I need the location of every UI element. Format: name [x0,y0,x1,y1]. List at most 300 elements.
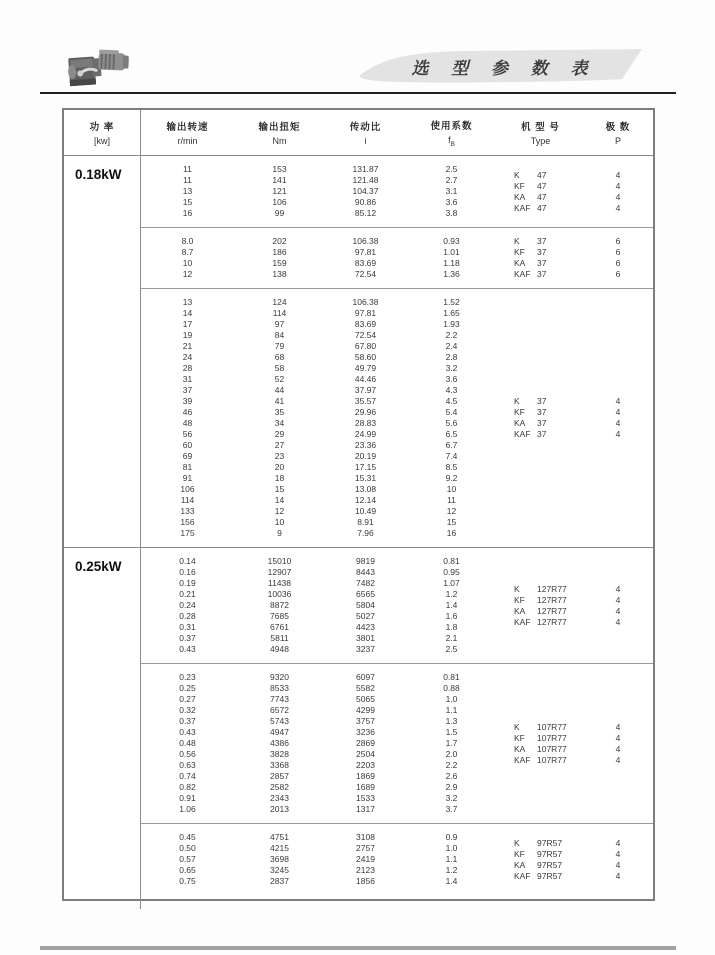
type-row [497,258,652,269]
value-cell: 0.9 [445,832,458,842]
value-cell: 11 [447,495,456,505]
model-prefix: K [514,583,520,594]
service-factor-column [406,672,497,815]
value-cell: 23.36 [354,440,377,450]
header-output-torque-unit: Nm [272,136,287,146]
value-cell: 2.5 [445,644,458,654]
type-poles-column [497,297,652,539]
model-type-value [497,744,584,755]
data-area [141,156,653,547]
model-type-value [497,429,584,440]
value-cell: 31 [182,374,193,384]
poles-value: 4 [615,396,621,406]
model-size: 97R57 [537,870,563,881]
value-cell: 69 [182,451,193,461]
model-prefix: KAF [514,269,531,279]
model-type-value [497,584,584,595]
output-speed-column [141,832,234,887]
page-footer-rule [40,946,676,950]
table-header [64,110,653,156]
model-size: 127R77 [537,616,567,627]
value-cell: 4948 [270,644,289,654]
model-size: 107R77 [537,721,567,732]
value-cell: 12.14 [354,495,377,505]
model-prefix: KF [514,594,525,605]
type-row [497,236,652,247]
value-cell: 1.5 [445,727,458,737]
header-data-columns [141,110,653,155]
value-cell: 1.52 [443,297,460,307]
value-cell: 7743 [270,694,289,704]
model-prefix: KAF [514,616,531,627]
header-service-factor-cn: 使用系数 [430,120,473,132]
value-cell: 83.69 [354,258,377,268]
model-prefix: K [514,236,520,246]
value-cell: 2504 [356,749,375,759]
ratio-block [141,227,653,288]
value-cell: 29 [274,429,285,439]
model-prefix: KA [514,258,526,268]
value-cell: 156 [180,517,195,527]
power-rating-label: 0.18kW [75,167,122,182]
value-cell: 1.4 [445,876,458,886]
type-poles-column [497,164,652,219]
output-speed-column [141,297,234,539]
type-row [497,606,652,617]
value-cell: 2.2 [445,330,458,340]
value-cell: 49.79 [354,363,377,373]
value-cell: 0.91 [179,793,196,803]
model-size: 107R77 [537,732,567,743]
value-cell: 0.45 [179,832,196,842]
output-torque-column [234,164,325,219]
value-cell: 8872 [270,600,289,610]
value-cell: 1.6 [445,611,458,621]
value-cell: 2.2 [445,760,458,770]
value-cell: 5811 [270,633,289,643]
output-speed-column [141,236,234,280]
value-cell: 28.83 [354,418,377,428]
output-speed-column [141,556,234,655]
value-cell: 90.86 [354,197,377,207]
value-cell: 3245 [270,865,289,875]
model-type-value [497,849,584,860]
type-row [497,396,652,407]
model-prefix: K [514,721,520,732]
model-size: 127R77 [537,605,567,616]
type-row [497,584,652,595]
value-cell: 37 [182,385,193,395]
value-cell: 4.3 [445,385,458,395]
value-cell: 1.7 [445,738,458,748]
type-row [497,871,652,882]
value-cell: 6565 [356,589,375,599]
value-cell: 1.07 [443,578,460,588]
value-cell: 1.1 [445,854,458,864]
value-cell: 8443 [356,567,375,577]
value-cell: 83.69 [354,319,377,329]
model-type-value [497,595,584,606]
type-row [497,181,652,192]
ratio-column [325,832,406,887]
value-cell: 0.88 [443,683,460,693]
value-cell: 0.63 [179,760,196,770]
header-service-factor [406,118,497,148]
service-factor-column [406,164,497,219]
header-output-torque-cn: 输出扭矩 [258,122,301,133]
ratio-block [141,823,653,909]
poles-value: 6 [615,269,621,279]
value-cell: 11 [183,175,192,185]
value-cell: 2582 [270,782,289,792]
value-cell: 0.56 [179,749,196,759]
value-cell: 12 [446,506,457,516]
value-cell: 17.15 [354,462,377,472]
value-cell: 15 [274,484,285,494]
poles-value: 4 [615,605,621,616]
value-cell: 5582 [356,683,375,693]
value-cell: 0.81 [443,672,460,682]
value-cell: 0.24 [179,600,196,610]
poles-value: 4 [615,407,621,417]
value-cell: 1317 [356,804,375,814]
value-cell: 16 [182,208,193,218]
value-cell: 19 [182,330,193,340]
model-size: 47 [537,202,547,213]
value-cell: 114 [272,308,287,318]
value-cell: 0.28 [179,611,196,621]
ratio-block [141,663,653,823]
value-cell: 56 [182,429,193,439]
header-output-torque [234,119,325,146]
model-prefix: KA [514,605,526,616]
value-cell: 27 [274,440,285,450]
value-cell: 5.4 [445,407,458,417]
value-cell: 0.43 [179,727,196,737]
value-cell: 13 [182,297,193,307]
model-size: 37 [537,429,547,439]
value-cell: 8533 [270,683,289,693]
value-cell: 11 [183,164,192,174]
ratio-column [325,556,406,655]
service-factor-column [406,556,497,655]
model-type-value [497,860,584,871]
type-row [497,755,652,766]
poles-value: 4 [615,732,621,743]
type-row [497,849,652,860]
value-cell: 15 [182,197,193,207]
value-cell: 44.46 [354,374,377,384]
model-size: 97R57 [537,848,563,859]
header-service-factor-unit: $f_B$ [448,134,455,148]
type-poles-column [497,832,652,887]
value-cell: 4386 [270,738,289,748]
value-cell: 2343 [270,793,289,803]
value-cell: 2.6 [445,771,458,781]
model-prefix: K [514,837,520,848]
value-cell: 23 [274,451,285,461]
value-cell: 39 [182,396,193,406]
value-cell: 2.7 [445,175,458,185]
value-cell: 97.81 [354,308,377,318]
value-cell: 0.43 [179,644,196,654]
value-cell: 9.2 [445,473,458,483]
type-row [497,722,652,733]
model-prefix: KF [514,180,525,191]
model-size: 37 [537,407,547,417]
value-cell: 13 [182,186,193,196]
poles-value: 4 [615,202,621,213]
value-cell: 9320 [270,672,289,682]
value-cell: 48 [182,418,193,428]
value-cell: 35.57 [354,396,377,406]
model-size: 97R57 [537,859,563,870]
header-power-unit: [kw] [93,136,110,146]
model-prefix: KAF [514,754,531,765]
output-speed-column [141,164,234,219]
value-cell: 0.27 [179,694,196,704]
value-cell: 1.2 [445,589,458,599]
value-cell: 1869 [356,771,375,781]
value-cell: 2.0 [445,749,458,759]
value-cell: 12 [274,506,285,516]
type-row [497,744,652,755]
ratio-column [325,297,406,539]
header-output-speed-unit: r/min [177,136,198,146]
value-cell: 24.99 [354,429,377,439]
model-type-value [497,396,584,407]
output-speed-column [141,672,234,815]
value-cell: 10.49 [354,506,377,516]
value-cell: 3698 [270,854,289,864]
value-cell: 12 [182,269,193,279]
value-cell: 202 [272,236,287,246]
value-cell: 16 [446,528,457,538]
value-cell: 15 [446,517,457,527]
value-cell: 6572 [270,705,289,715]
value-cell: 3828 [270,749,289,759]
value-cell: 2.9 [445,782,458,792]
type-row [497,269,652,280]
poles-value: 4 [615,429,621,439]
value-cell: 60 [182,440,193,450]
model-size: 47 [537,180,547,191]
data-area [141,548,653,909]
model-prefix: KF [514,407,525,417]
value-cell: 11438 [267,578,291,588]
output-torque-column [234,556,325,655]
value-cell: 2.4 [445,341,458,351]
poles-value: 4 [615,616,621,627]
value-cell: 114 [180,495,195,505]
model-size: 37 [537,269,547,279]
table-body [64,156,653,909]
value-cell: 37.97 [354,385,377,395]
model-type-value [497,203,584,214]
model-size: 127R77 [537,594,567,605]
value-cell: 7482 [356,578,375,588]
output-torque-column [234,297,325,539]
model-prefix: KA [514,859,526,870]
value-cell: 58.60 [354,352,377,362]
value-cell: 52 [274,374,285,384]
value-cell: 35 [274,407,285,417]
model-type-value [497,236,584,247]
value-cell: 68 [274,352,285,362]
value-cell: 141 [272,175,287,185]
value-cell: 14 [274,495,285,505]
value-cell: 0.57 [179,854,196,864]
poles-value: 4 [615,870,621,881]
value-cell: 9819 [356,556,375,566]
value-cell: 0.93 [443,236,460,246]
value-cell: 0.16 [179,567,196,577]
value-cell: 0.21 [179,589,196,599]
value-cell: 7.96 [357,528,374,538]
model-type-value [497,606,584,617]
header-model-type [497,119,584,146]
value-cell: 3368 [270,760,289,770]
value-cell: 2013 [270,804,289,814]
value-cell: 84 [274,330,285,340]
header-ratio [325,119,406,146]
model-prefix: KA [514,743,526,754]
value-cell: 3.7 [445,804,458,814]
output-torque-column [234,832,325,887]
ratio-block [141,548,653,663]
value-cell: 8.7 [181,247,194,257]
poles-value: 4 [615,837,621,848]
value-cell: 1.18 [443,258,460,268]
poles-value: 6 [615,247,621,257]
value-cell: 0.23 [179,672,196,682]
poles-value: 4 [615,721,621,732]
value-cell: 97 [274,319,285,329]
gearmotor-photo-icon [66,44,136,94]
service-factor-column [406,832,497,887]
ratio-block [141,156,653,227]
model-size: 107R77 [537,754,567,765]
ratio-column [325,236,406,280]
page-title: 选 型 参 数 表 [411,58,597,78]
value-cell: 1.2 [445,865,458,875]
value-cell: 3757 [356,716,375,726]
type-poles-column [497,556,652,655]
value-cell: 3.2 [445,793,458,803]
model-prefix: KF [514,848,525,859]
value-cell: 72.54 [354,269,377,279]
value-cell: 2757 [356,843,375,853]
model-prefix: K [514,396,520,406]
service-factor-column [406,297,497,539]
type-row [497,192,652,203]
selection-parameter-table [62,108,655,901]
value-cell: 29.96 [354,407,377,417]
model-prefix: KAF [514,202,531,213]
value-cell: 6097 [356,672,375,682]
value-cell: 41 [274,396,285,406]
value-cell: 0.25 [179,683,196,693]
model-type-value [497,838,584,849]
value-cell: 13.08 [354,484,377,494]
value-cell: 2857 [270,771,289,781]
poles-value: 6 [615,258,621,268]
model-size: 37 [537,418,547,428]
value-cell: 121.48 [352,175,379,185]
power-rating-label: 0.25kW [75,559,122,574]
value-cell: 2123 [356,865,375,875]
value-cell: 5804 [356,600,375,610]
value-cell: 3.1 [445,186,458,196]
model-size: 37 [537,258,547,268]
value-cell: 3801 [356,633,375,643]
value-cell: 15010 [267,556,292,566]
header-model-type-cn: 机 型 号 [521,122,560,133]
value-cell: 106.38 [352,236,379,246]
model-size: 47 [537,169,547,180]
value-cell: 3236 [356,727,375,737]
poles-value: 4 [615,583,621,594]
value-cell: 4299 [356,705,375,715]
model-prefix: KF [514,247,525,257]
value-cell: 153 [272,164,287,174]
ratio-column [325,672,406,815]
value-cell: 15.31 [354,473,377,483]
model-type-value [497,247,584,258]
value-cell: 1856 [356,876,375,886]
model-prefix: KAF [514,870,531,881]
value-cell: 46 [182,407,193,417]
value-cell: 2837 [270,876,289,886]
model-size: 37 [537,247,547,257]
value-cell: 121 [272,186,287,196]
value-cell: 0.50 [179,843,196,853]
service-factor-column [406,236,497,280]
value-cell: 186 [272,247,287,257]
value-cell: 3.6 [445,197,458,207]
value-cell: 0.37 [179,716,196,726]
model-type-value [497,733,584,744]
type-row [497,617,652,628]
power-cell [64,548,141,909]
value-cell: 97.81 [354,247,377,257]
value-cell: 106 [272,197,287,207]
poles-value: 6 [615,236,621,246]
value-cell: 106.38 [352,297,379,307]
model-type-value [497,722,584,733]
value-cell: 0.95 [443,567,460,577]
model-prefix: KF [514,732,525,743]
value-cell: 34 [274,418,285,428]
value-cell: 5065 [356,694,375,704]
value-cell: 10 [274,517,285,527]
value-cell: 18 [274,473,285,483]
value-cell: 10 [182,258,193,268]
model-prefix: KA [514,418,526,428]
model-size: 37 [537,396,547,406]
type-poles-column [497,236,652,280]
value-cell: 91 [182,473,193,483]
value-cell: 81 [182,462,193,472]
value-cell: 1.0 [445,843,458,853]
value-cell: 3.2 [445,363,458,373]
model-size: 47 [537,191,547,202]
value-cell: 138 [272,269,287,279]
header-divider [40,92,676,94]
value-cell: 0.74 [179,771,196,781]
type-row [497,203,652,214]
value-cell: 1.65 [443,308,460,318]
